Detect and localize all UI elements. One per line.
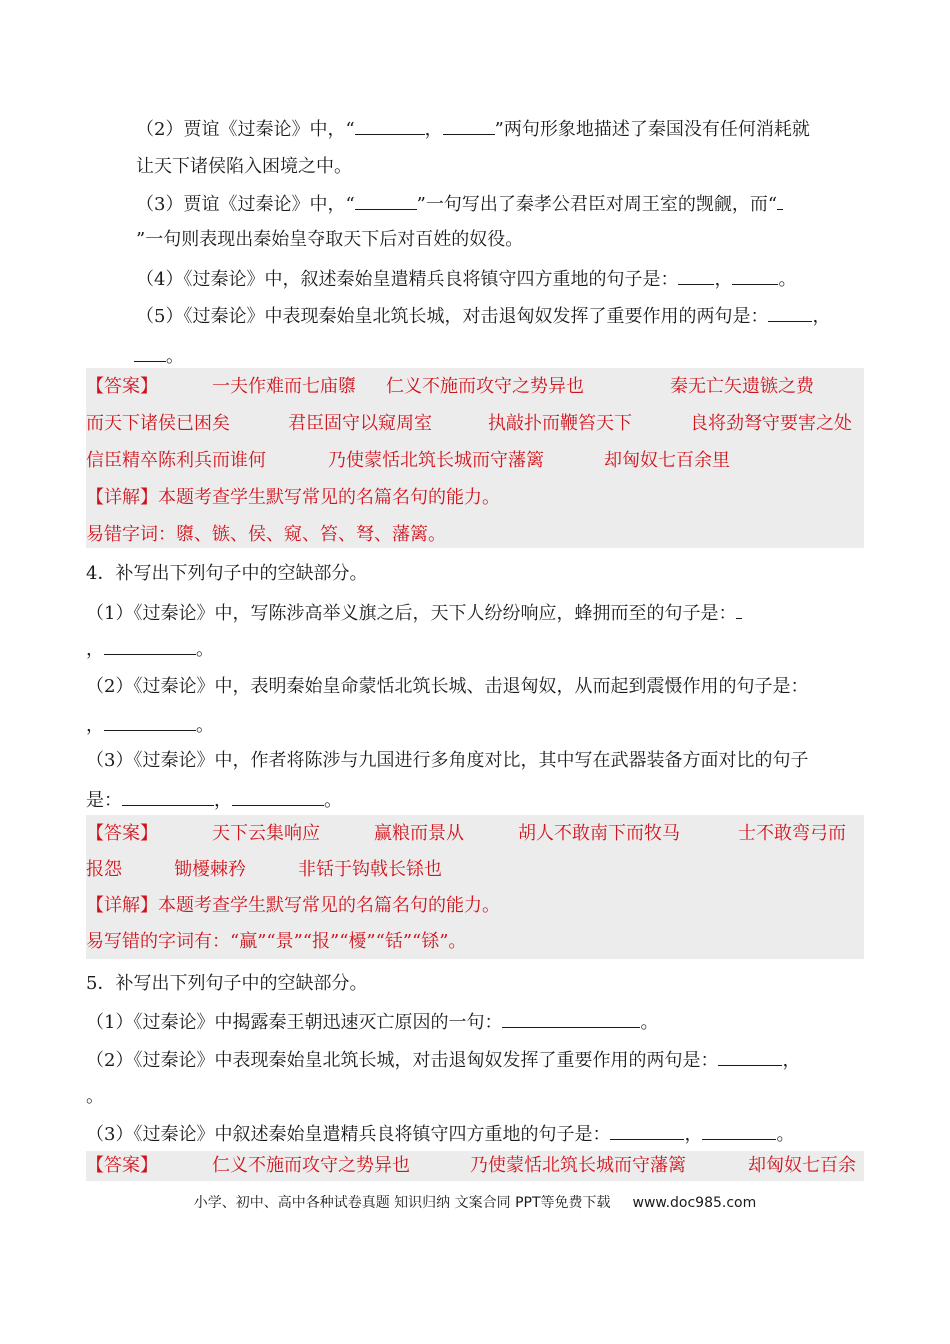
q3-item3-line1: （3）贾谊《过秦论》中，“ ”一句写出了秦孝公君臣对周王室的觊觎，而“ (136, 191, 866, 217)
answer-item: 锄櫌棘矜 (174, 859, 246, 880)
blank[interactable] (718, 1047, 782, 1066)
error-note-line: 易写错的字词有：“赢”“景”“报”“櫌”“铦”“铩”。 (86, 931, 467, 952)
blank[interactable] (232, 787, 324, 806)
answer-row (86, 851, 864, 888)
answer-block-q4 (86, 815, 864, 959)
error-note-line: 易错字词：隳、镞、侯、窥、笞、弩、藩篱。 (86, 524, 446, 545)
answer-row (86, 1151, 864, 1181)
q3-item3-line2: ”一句则表现出秦始皇夺取天下后对百姓的奴役。 (136, 229, 524, 250)
blank[interactable] (355, 116, 425, 135)
blank[interactable] (736, 600, 742, 619)
q3-item5-line1: （5）《过秦论》中表现秦始皇北筑长城，对击退匈奴发挥了重要作用的两句是： ， (136, 303, 866, 329)
q4-item1-line2: ， 。 (86, 636, 866, 662)
q5-item3: （3）《过秦论》中叙述秦始皇遣精兵良将镇守四方重地的句子是： ， 。 (86, 1121, 866, 1147)
answer-item: 却匈奴七百余里 (604, 450, 730, 471)
blank[interactable] (502, 1009, 640, 1028)
answer-item: 天下云集响应 (212, 823, 320, 844)
blank[interactable] (768, 303, 812, 322)
answer-item: 信臣精卒陈利兵而谁何 (86, 450, 266, 471)
blank[interactable] (104, 712, 196, 731)
answer-block-q3 (86, 368, 864, 548)
blank[interactable] (777, 191, 783, 210)
q4-item3-line1: （3）《过秦论》中，作者将陈涉与九国进行多角度对比，其中写在武器装备方面对比的句子 (86, 750, 809, 771)
answer-tag: 【答案】 (86, 376, 158, 397)
answer-item: 一夫作难而七庙隳 (212, 376, 356, 397)
answer-row (86, 442, 864, 479)
answer-item: 乃使蒙恬北筑长城而守藩篱 (328, 450, 544, 471)
q4-item1-line1: （1）《过秦论》中，写陈涉高举义旗之后，天下人纷纷响应，蜂拥而至的句子是： (86, 600, 842, 626)
answer-row (86, 405, 864, 442)
answer-item: 胡人不敢南下而牧马 (518, 823, 680, 844)
q3-item4: （4）《过秦论》中，叙述秦始皇遣精兵良将镇守四方重地的句子是： ， 。 (136, 266, 866, 292)
q4-item3-line2: 是： ， 。 (86, 787, 866, 813)
answer-item: 报怨 (86, 859, 122, 880)
answer-block-q5 (86, 1151, 864, 1181)
answer-item: 而天下诸侯已困矣 (86, 413, 230, 434)
q4-stem: 4．补写出下列句子中的空缺部分。 (86, 563, 368, 584)
answer-tag: 【答案】 (86, 1155, 158, 1176)
q3-item5-line2: 。 (134, 343, 914, 369)
q5-stem: 5．补写出下列句子中的空缺部分。 (86, 973, 368, 994)
answer-item: 秦无亡矢遗镞之费 (670, 376, 814, 397)
blank[interactable] (134, 343, 166, 362)
q3-item2-line1: （2）贾谊《过秦论》中，“ ， ”两句形象地描述了秦国没有任何消耗就 (136, 116, 866, 142)
answer-item: 执敲扑而鞭笞天下 (488, 413, 632, 434)
blank[interactable] (443, 116, 495, 135)
answer-item: 仁义不施而攻守之势异也 (212, 1155, 410, 1176)
page-footer (0, 1192, 950, 1212)
blank[interactable] (678, 266, 714, 285)
answer-item: 乃使蒙恬北筑长城而守藩篱 (470, 1155, 686, 1176)
detail-line: 【详解】本题考查学生默写常见的名篇名句的能力。 (86, 487, 500, 508)
answer-tag: 【答案】 (86, 823, 158, 844)
q5-item2-line1: （2）《过秦论》中表现秦始皇北筑长城，对击退匈奴发挥了重要作用的两句是： ， (86, 1047, 866, 1073)
q4-item2-line2: ， 。 (86, 712, 866, 738)
footer-text: 小学、初中、高中各种试卷真题 知识归纳 文案合同 PPT等免费下载 (193, 1195, 611, 1211)
footer-link[interactable]: www.doc985.com (632, 1195, 757, 1211)
blank[interactable] (122, 787, 214, 806)
answer-row (86, 815, 864, 852)
blank[interactable] (732, 266, 778, 285)
blank[interactable] (610, 1121, 684, 1140)
answer-item: 士不敢弯弓而 (738, 823, 846, 844)
answer-item: 君臣固守以窥周室 (288, 413, 432, 434)
answer-item: 却匈奴七百余 (748, 1155, 856, 1176)
q3-item2-line2: 让天下诸侯陷入困境之中。 (136, 156, 352, 177)
blank[interactable] (104, 636, 196, 655)
q5-item1: （1）《过秦论》中揭露秦王朝迅速灭亡原因的一句： 。 (86, 1009, 866, 1035)
answer-item: 仁义不施而攻守之势异也 (386, 376, 584, 397)
answer-row (86, 368, 864, 405)
answer-item: 非铦于钩戟长铩也 (298, 859, 442, 880)
detail-line: 【详解】本题考查学生默写常见的名篇名句的能力。 (86, 895, 500, 916)
answer-item: 赢粮而景从 (374, 823, 464, 844)
blank[interactable] (702, 1121, 776, 1140)
q5-item2-line2: 。 (86, 1086, 104, 1107)
answer-item: 良将劲弩守要害之处 (690, 413, 852, 434)
q4-item2-line1: （2）《过秦论》中，表明秦始皇命蒙恬北筑长城、击退匈奴，从而起到震慑作用的句子是： (86, 676, 809, 697)
blank[interactable] (355, 191, 417, 210)
